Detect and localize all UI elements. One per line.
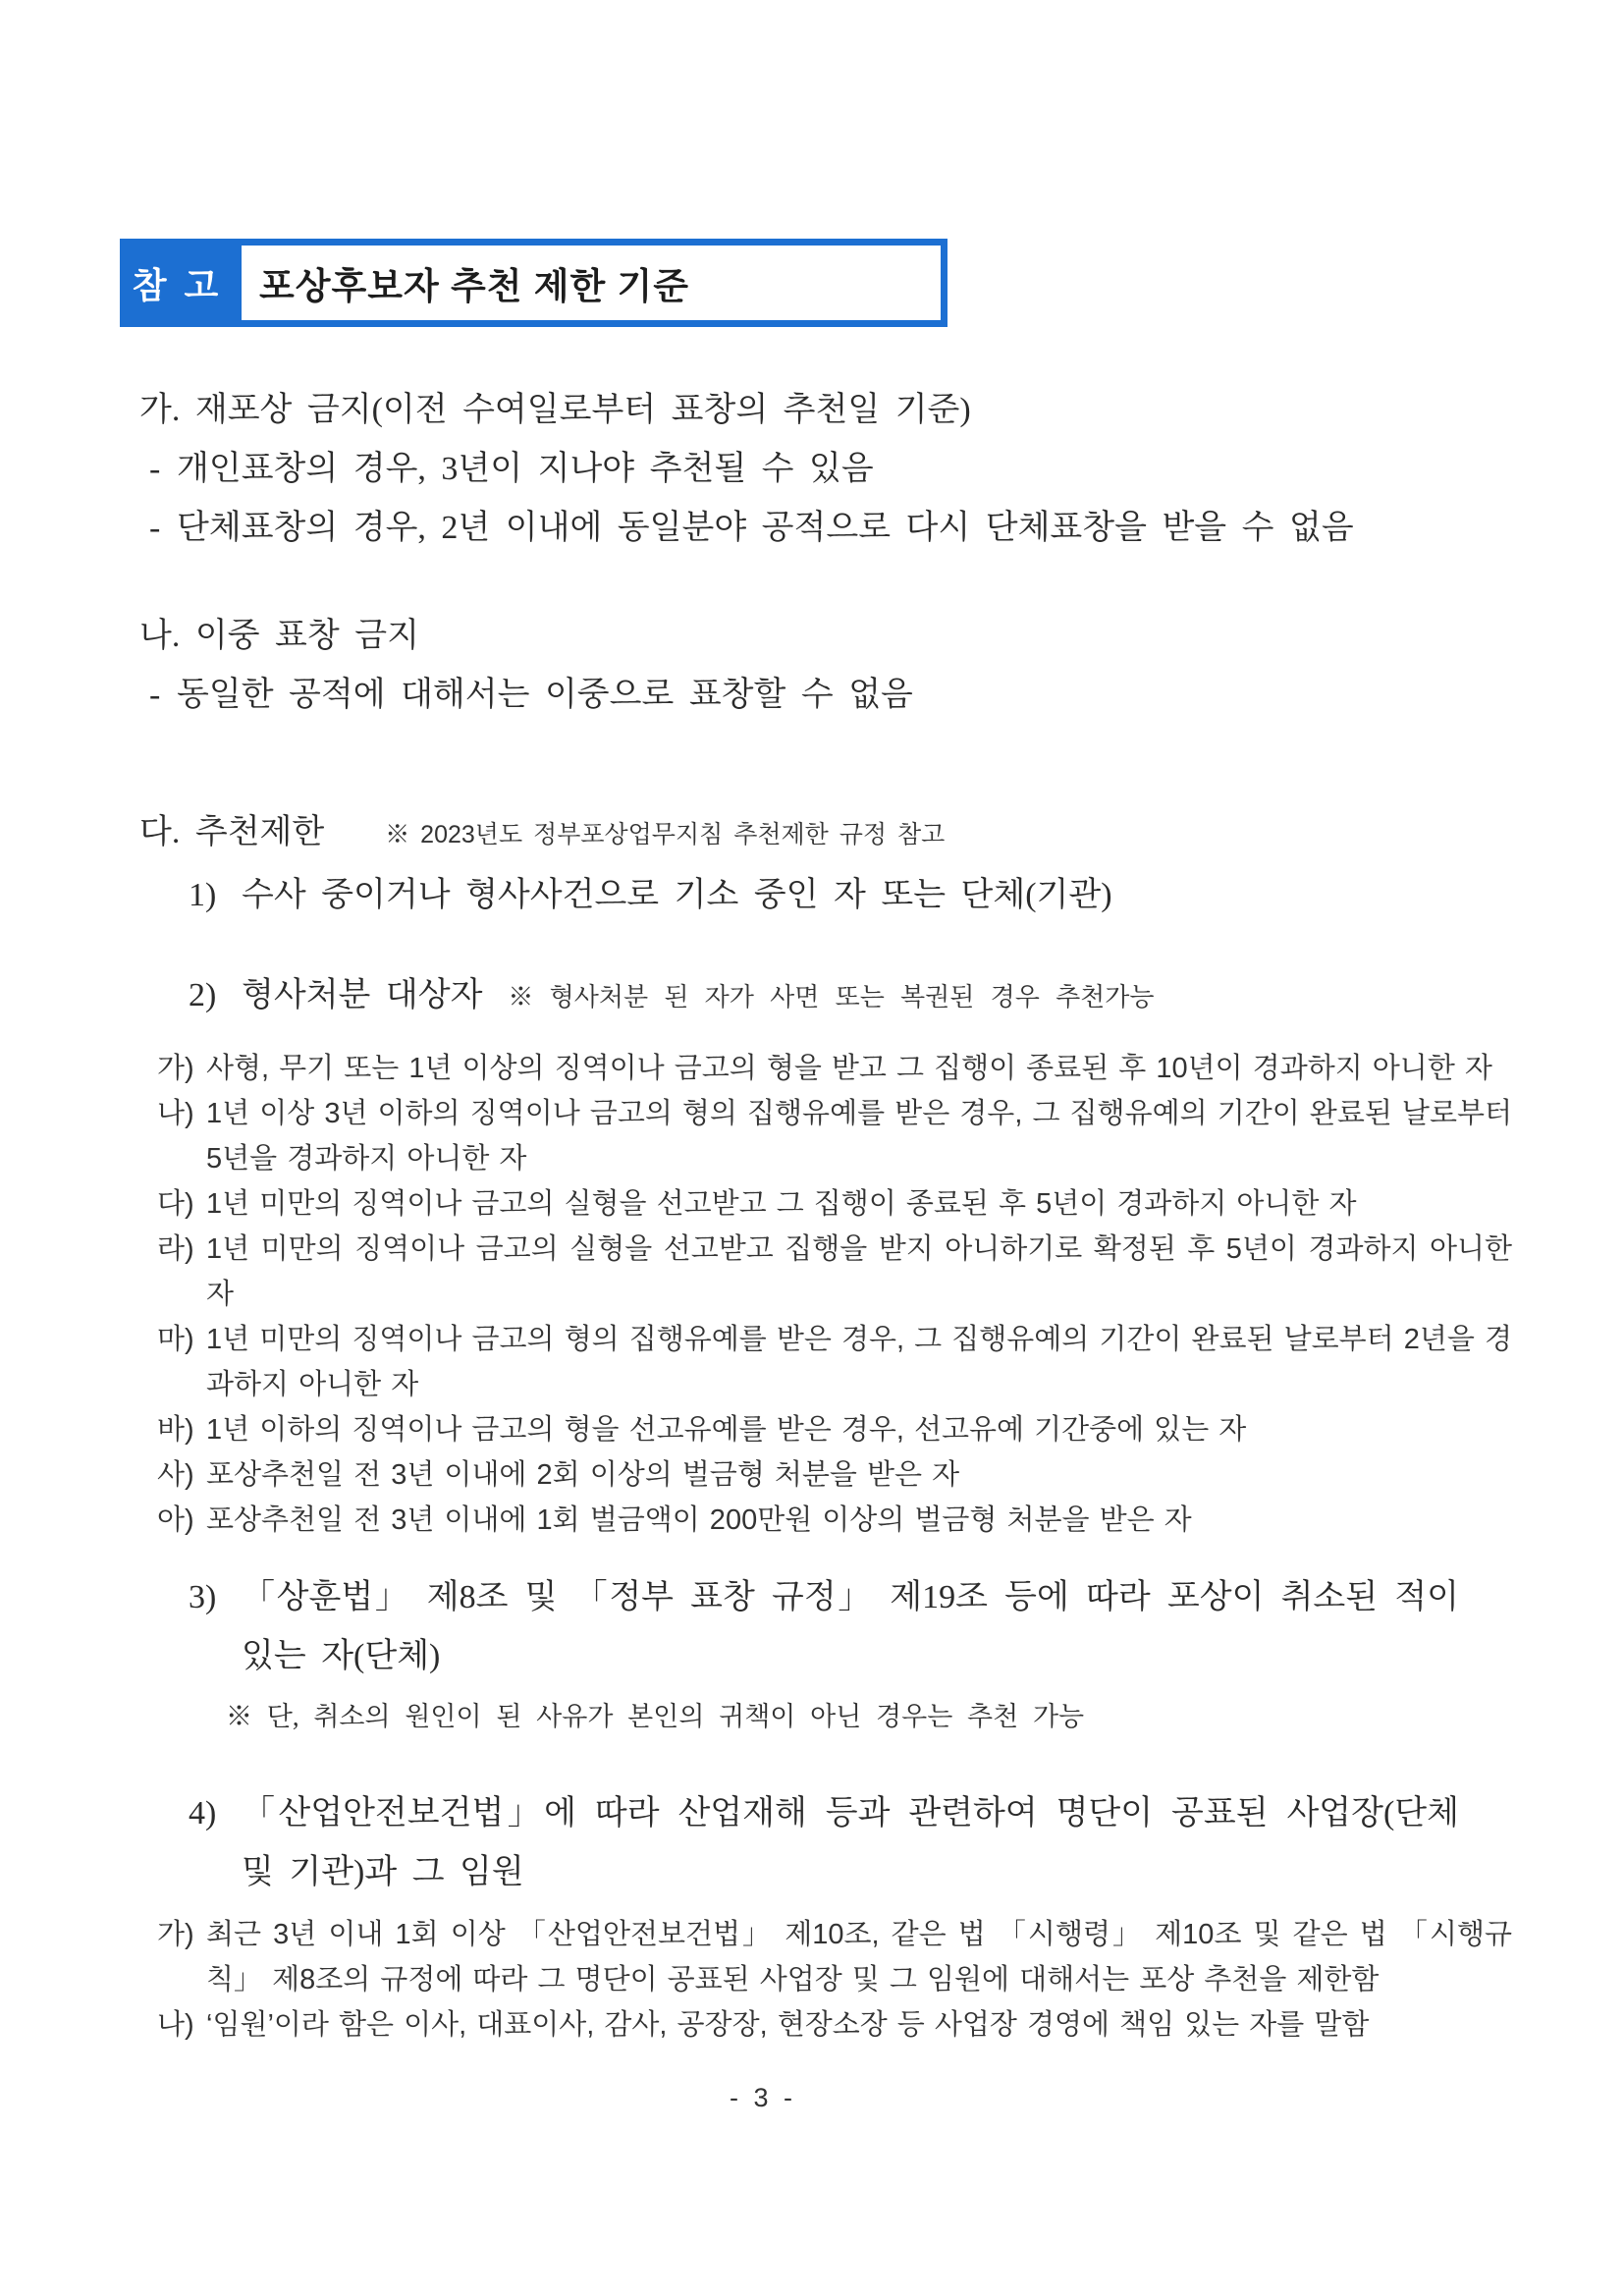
- sub-item-label: 가): [157, 1919, 194, 1950]
- numbered-item: [189, 866, 1531, 925]
- item-number: 2): [189, 977, 217, 1013]
- sub-item-label: 나): [157, 1098, 194, 1129]
- item-text: [242, 966, 1155, 1026]
- reference-badge-label: 참 고: [132, 264, 223, 305]
- sub-item-text: 사형, 무기 또는 1년 이상의 징역이나 금고의 형을 받고 그 집행이 종료된 후 10년이 경과하지 아니한 자: [206, 1053, 1492, 1084]
- sub-item-text: 1년 미만의 징역이나 금고의 실형을 선고받고 그 집행이 종료된 후 5년이 경과하지 아니한 자: [206, 1188, 1357, 1220]
- criminal-penalty-sublist: [120, 1046, 1531, 1543]
- list-item-text: 동일한 공적에 대해서는 이중으로 표창할 수 없음: [177, 677, 913, 713]
- sub-item-label: 가): [157, 1053, 194, 1084]
- list-item: [149, 499, 1531, 558]
- sub-item-text: 1년 미만의 징역이나 금고의 실형을 선고받고 집행을 받지 아니하기로 확정된 후 5년이 경과하지 아니한 자: [206, 1233, 1512, 1310]
- sub-item-label: 라): [157, 1233, 194, 1265]
- sub-item-label: 아): [157, 1504, 194, 1536]
- sub-item-label: 마): [157, 1324, 194, 1355]
- item-note: ※ 단, 취소의 원인이 된 사유가 본인의 귀책이 아닌 경우는 추천 가능: [226, 1702, 1085, 1731]
- dash-bullet: -: [149, 677, 161, 713]
- sub-item: [157, 1181, 1531, 1227]
- dash-bullet: -: [149, 451, 161, 487]
- sub-item-text: 1년 이상 3년 이하의 징역이나 금고의 형의 집행유예를 받은 경우, 그 집행유예의 기간이 완료된 날로부터 5년을 경과하지 아니한 자: [206, 1098, 1512, 1175]
- sub-item: [157, 1091, 1531, 1181]
- section-repost-ban: [120, 381, 1531, 558]
- sub-item: [157, 1498, 1531, 1543]
- list-item: [149, 440, 1531, 499]
- numbered-item: [189, 966, 1531, 1026]
- sub-item: [157, 1452, 1531, 1498]
- sub-item: [157, 2002, 1531, 2048]
- item-text: 수사 중이거나 형사사건으로 기소 중인 자 또는 단체(기관): [242, 877, 1112, 913]
- reference-badge: [120, 239, 235, 327]
- list-item-text: 개인표창의 경우, 3년이 지나야 추천될 수 있음: [177, 451, 874, 487]
- sub-item: [157, 1912, 1531, 2002]
- section-heading: 다. 추천제한: [139, 814, 325, 850]
- section-heading-note: ※ 2023년도 정부포상업무지침 추천제한 규정 참고: [385, 821, 946, 848]
- list-item: [149, 666, 1531, 725]
- item-number: 4): [189, 1795, 217, 1831]
- sub-item-text: 최근 3년 이내 1회 이상 「산업안전보건법」 제10조, 같은 법 「시행령」 제10조 및 같은 법 「시행규칙」 제8조의 규정에 따라 그 명단이 공표된 사업장 및 그 임원에 대해서는 포상 추천을 제한함: [206, 1919, 1512, 1995]
- sub-item: [157, 1227, 1531, 1317]
- item-number: 3): [189, 1579, 217, 1615]
- section-heading: 나. 이중 표창 금지: [139, 618, 419, 654]
- sub-item-text: 1년 이하의 징역이나 금고의 형을 선고유예를 받은 경우, 선고유예 기간중에 있는 자: [206, 1414, 1247, 1446]
- page-title: 포상후보자 추천 제한 기준: [259, 266, 690, 306]
- sub-item: [157, 1046, 1531, 1091]
- numbered-item: [189, 1784, 1531, 1902]
- section-double-award-ban: [120, 607, 1531, 725]
- list-item-text: 단체표창의 경우, 2년 이내에 동일분야 공적으로 다시 단체표창을 받을 수 없음: [177, 510, 1354, 546]
- sub-item-text: ‘임원’이라 함은 이사, 대표이사, 감사, 공장장, 현장소장 등 사업장 경영에 책임 있는 자를 말함: [206, 2009, 1370, 2041]
- sub-item-text: 포상추천일 전 3년 이내에 2회 이상의 벌금형 처분을 받은 자: [206, 1459, 960, 1491]
- section-heading: 가. 재포상 금지(이전 수여일로부터 표창의 추천일 기준): [139, 392, 971, 428]
- item-text: 「산업안전보건법」에 따라 산업재해 등과 관련하여 명단이 공표된 사업장(단체 및 기관)과 그 임원: [242, 1795, 1459, 1890]
- section-heading-row: [139, 803, 1531, 862]
- item-inline-note: ※ 형사처분 된 자가 사면 또는 복권된 경우 추천가능: [508, 982, 1155, 1011]
- document-header: [120, 239, 947, 327]
- item-text-main: 형사처분 대상자: [242, 977, 483, 1013]
- dash-bullet: -: [149, 510, 161, 546]
- sub-item-text: 포상추천일 전 3년 이내에 1회 벌금액이 200만원 이상의 벌금형 처분을 받은 자: [206, 1504, 1192, 1536]
- sub-item: [157, 1407, 1531, 1452]
- section-recommendation-limit: [120, 803, 1531, 2048]
- page-number: - 3 -: [729, 2083, 796, 2112]
- industrial-safety-sublist: [120, 1912, 1531, 2048]
- sub-item-label: 사): [157, 1459, 194, 1491]
- sub-item: [157, 1317, 1531, 1407]
- sub-item-label: 나): [157, 2009, 194, 2041]
- title-box: [235, 239, 947, 327]
- sub-item-text: 1년 미만의 징역이나 금고의 형의 집행유예를 받은 경우, 그 집행유예의 기간이 완료된 날로부터 2년을 경과하지 아니한 자: [206, 1324, 1512, 1400]
- sub-item-label: 바): [157, 1414, 194, 1446]
- numbered-item: [189, 1568, 1531, 1686]
- item-number: 1): [189, 877, 217, 913]
- sub-item-label: 다): [157, 1188, 194, 1220]
- item-text: 「상훈법」 제8조 및 「정부 표창 규정」 제19조 등에 따라 포상이 취소된 적이 있는 자(단체): [242, 1579, 1459, 1674]
